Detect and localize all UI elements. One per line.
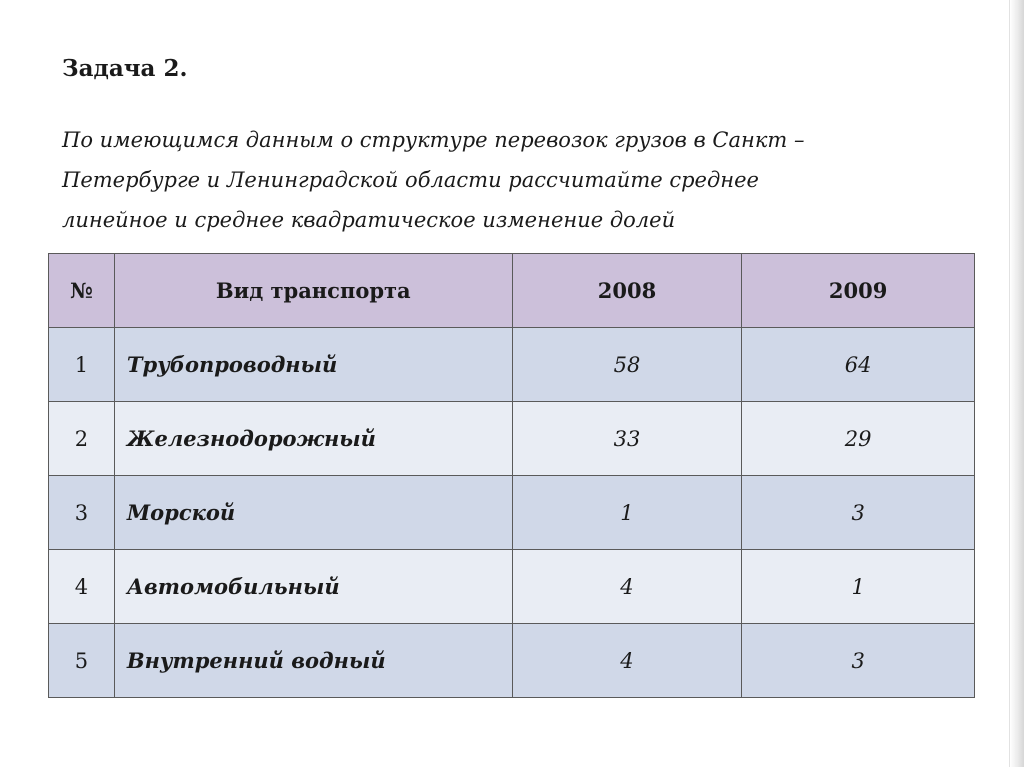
table-row xyxy=(49,402,975,476)
table-row xyxy=(49,476,975,550)
value-2009: 29 xyxy=(742,402,975,476)
table-row xyxy=(49,624,975,698)
value-2008: 1 xyxy=(512,476,742,550)
value-2008: 33 xyxy=(512,402,742,476)
value-2008: 4 xyxy=(512,624,742,698)
value-2009: 3 xyxy=(742,476,975,550)
header-2009: 2009 xyxy=(742,254,975,328)
row-number: 5 xyxy=(49,624,115,698)
header-2008: 2008 xyxy=(512,254,742,328)
table-row xyxy=(49,550,975,624)
transport-name: Внутренний водный xyxy=(114,624,512,698)
table-row xyxy=(49,328,975,402)
row-number: 1 xyxy=(49,328,115,402)
value-2009: 3 xyxy=(742,624,975,698)
task-text xyxy=(62,120,962,240)
slide-title: Задача 2. xyxy=(62,55,188,82)
transport-name: Железнодорожный xyxy=(114,402,512,476)
table-header-row xyxy=(49,254,975,328)
value-2009: 1 xyxy=(742,550,975,624)
row-number: 2 xyxy=(49,402,115,476)
header-transport-type: Вид транспорта xyxy=(114,254,512,328)
task-line: Петербурге и Ленинградской области рассчитайте среднее xyxy=(62,168,759,192)
row-number: 3 xyxy=(49,476,115,550)
value-2008: 58 xyxy=(512,328,742,402)
transport-table xyxy=(48,253,975,698)
transport-name: Автомобильный xyxy=(114,550,512,624)
value-2009: 64 xyxy=(742,328,975,402)
value-2008: 4 xyxy=(512,550,742,624)
transport-name: Трубопроводный xyxy=(114,328,512,402)
slide-edge-shadow xyxy=(1010,0,1024,767)
task-line: По имеющимся данным о структуре перевозок грузов в Санкт – xyxy=(62,128,805,152)
header-number: № xyxy=(49,254,115,328)
row-number: 4 xyxy=(49,550,115,624)
transport-name: Морской xyxy=(114,476,512,550)
task-line: линейное и среднее квадратическое изменение долей xyxy=(62,208,676,232)
